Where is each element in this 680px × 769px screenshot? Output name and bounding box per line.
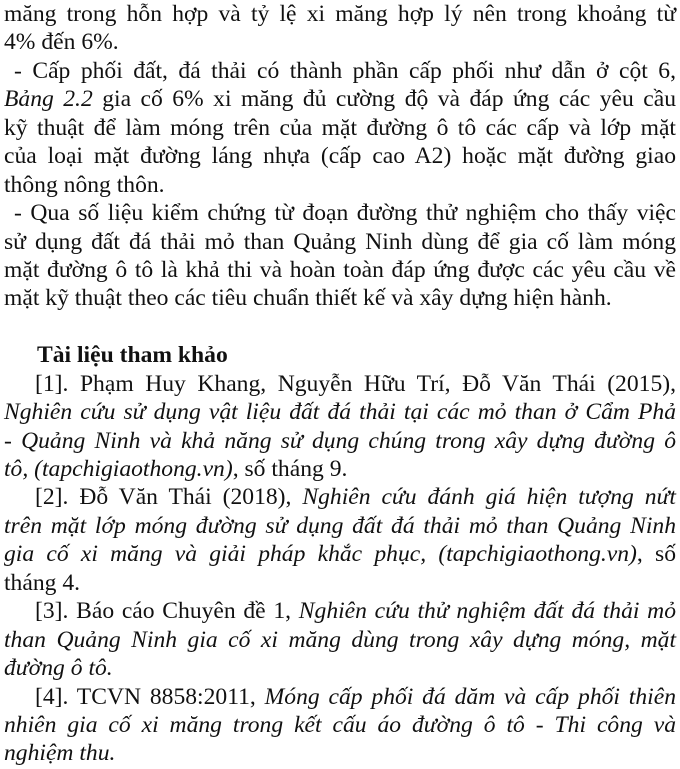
references-section xyxy=(4,341,676,768)
text-line: mặt kỹ thuật theo các tiêu chuẩn thiết kế và xây dựng hiện hành. xyxy=(4,285,612,312)
text-line: măng trong hỗn hợp và tỷ lệ xi măng hợp lý nên trong khoảng từ xyxy=(4,1,676,27)
paragraph-trial-verification xyxy=(4,199,676,313)
text-line: tháng 4. xyxy=(4,569,81,596)
text-line: [1]. Phạm Huy Khang, Nguyễn Hữu Trí, Đỗ Văn Thái (2015), xyxy=(35,370,676,397)
text-line: nghiệm thu. xyxy=(4,740,116,767)
text-line: [3]. Báo cáo Chuyên đề 1, Nghiên cứu thử nghiệm đất đá thải mỏ xyxy=(35,598,676,625)
text-line: than Quảng Ninh gia cố xi măng dùng trong xây dựng móng, mặt xyxy=(4,626,676,653)
text-line: tô, (tapchigiaothong.vn), số tháng 9. xyxy=(4,456,348,482)
table-reference: Bảng 2.2 xyxy=(4,86,93,113)
text-line: mặt đường ô tô là khả thi và hoàn toàn đáp ứng được các yêu cầu về xyxy=(4,256,676,283)
text-line: nhiên gia cố xi măng trong kết cấu áo đường ô tô - Thi công và xyxy=(4,711,676,738)
text-line: - Cấp phối đất, đá thải có thành phần cấp phối như dẫn ở cột 6, xyxy=(14,57,676,84)
text-line: - Qua số liệu kiểm chứng từ đoạn đường thử nghiệm cho thấy việc xyxy=(14,200,676,227)
reference-item-3 xyxy=(4,597,676,682)
text-line: - Quảng Ninh và khả năng sử dụng chúng trong xây dựng đường ô xyxy=(4,427,676,454)
text-line: [4]. TCVN 8858:2011, Móng cấp phối đá dăm và cấp phối thiên xyxy=(35,683,676,710)
text-line: sử dụng đất đá thải mỏ than Quảng Ninh dùng để gia cố làm móng xyxy=(4,228,676,255)
reference-item-1 xyxy=(4,370,676,484)
text-line: trên mặt lớp móng đường sử dụng đất đá thải mỏ than Quảng Ninh xyxy=(4,512,676,539)
text-line: kỹ thuật để làm móng trên của mặt đường ô tô các cấp và lớp mặt xyxy=(4,114,676,141)
document-page xyxy=(4,0,676,768)
reference-item-2 xyxy=(4,483,676,597)
text-line: gia cố xi măng và giải pháp khắc phục, (tapchigiaothong.vn), số xyxy=(4,541,676,568)
text-line: thông nông thôn. xyxy=(4,171,165,198)
paragraph-cement-ratio xyxy=(4,0,676,57)
text-line: [2]. Đỗ Văn Thái (2018), Nghiên cứu đánh giá hiện tượng nứt xyxy=(35,484,676,511)
text-line: 4% đến 6%. xyxy=(4,29,119,56)
reference-item-4 xyxy=(4,683,676,768)
text-line: của loại mặt đường láng nhựa (cấp cao A2) hoặc mặt đường giao xyxy=(4,143,676,170)
text-line: Bảng 2.2 gia cố 6% xi măng đủ cường độ và đáp ứng các yêu cầu xyxy=(4,86,676,113)
spacer xyxy=(4,313,676,341)
text-line: Nghiên cứu sử dụng vật liệu đất đá thải tại các mỏ than ở Cẩm Phả xyxy=(4,399,676,426)
paragraph-gradation-conclusion xyxy=(4,57,676,199)
references-heading: Tài liệu tham khảo xyxy=(37,342,228,369)
text-line: đường ô tô. xyxy=(4,655,113,682)
